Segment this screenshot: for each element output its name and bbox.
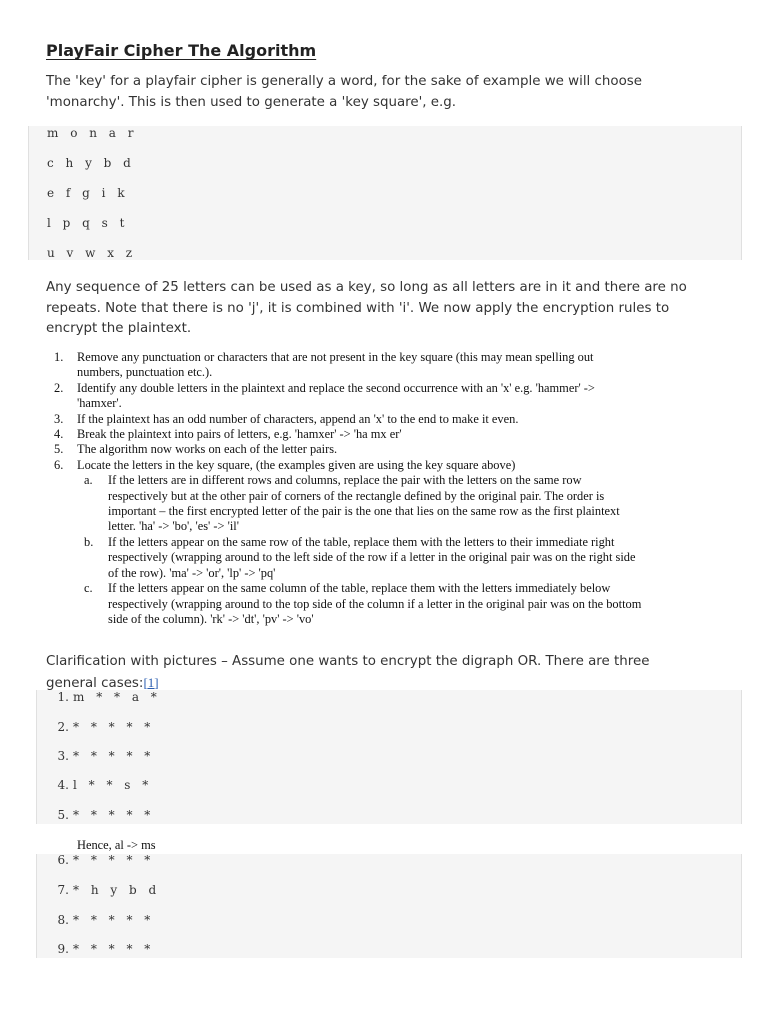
sub-rule-text: side of the column). 'rk' -> 'dt', 'pv' -> 'vo' bbox=[108, 611, 314, 626]
grid-row bbox=[47, 883, 160, 897]
key-square-row: c h y b d bbox=[47, 156, 135, 170]
grid-row-cells: * * * * * bbox=[73, 808, 155, 822]
rule-text: Locate the letters in the key square, (the examples given are using the key square above) bbox=[77, 457, 516, 472]
sequence-line: Any sequence of 25 letters can be used as a key, so long as all letters are in it and there are no bbox=[46, 280, 687, 295]
sub-rule-text: If the letters are in different rows and columns, replace the pair with the letters on the same row bbox=[108, 473, 582, 488]
key-square-row: m o n a r bbox=[47, 126, 138, 140]
grid-row-number: 3. bbox=[57, 749, 69, 763]
list-letter: b. bbox=[84, 534, 94, 549]
sub-rule-text: If the letters appear on the same row of the table, replace them with the letters to their immediate right bbox=[108, 534, 615, 549]
list-item bbox=[77, 473, 736, 535]
key-square-block bbox=[28, 126, 742, 260]
list-number: 4. bbox=[54, 427, 64, 442]
list-item bbox=[46, 458, 736, 627]
clarification-line: general cases: bbox=[46, 675, 144, 691]
grid-row-number: 1. bbox=[57, 690, 69, 704]
grid-row bbox=[47, 853, 154, 867]
grid-row-cells: * * * * * bbox=[73, 720, 155, 734]
locate-sub-rules-list bbox=[77, 473, 736, 627]
grid-row bbox=[47, 913, 154, 927]
rule-text: numbers, punctuation etc.). bbox=[77, 365, 213, 380]
grid-row-cells: * * * * * bbox=[73, 913, 155, 927]
list-item bbox=[46, 350, 736, 381]
grid-row-number: 2. bbox=[57, 720, 69, 734]
list-number: 2. bbox=[54, 380, 64, 395]
page-title: PlayFair Cipher The Algorithm bbox=[46, 41, 317, 60]
sub-rule-text: letter. 'ha' -> 'bo', 'es' -> 'il' bbox=[108, 519, 239, 534]
grid-row bbox=[47, 942, 154, 956]
grid-row-number: 4. bbox=[57, 778, 69, 792]
sub-rule-text: important – the first encrypted letter of the pair is the one that lies on the same row as the first plaintext bbox=[108, 504, 620, 519]
sub-rule-text: If the letters appear on the same column of the table, replace them with the letters immediately below bbox=[108, 581, 611, 596]
grid-row-cells: m * * a * bbox=[73, 690, 161, 704]
list-item bbox=[46, 442, 736, 457]
rule-text: 'hamxer'. bbox=[77, 396, 122, 411]
list-letter: c. bbox=[84, 581, 93, 596]
example-grid-block-2 bbox=[36, 854, 742, 958]
encryption-rules-list bbox=[46, 350, 736, 627]
grid-row bbox=[47, 720, 154, 734]
list-item bbox=[46, 412, 736, 427]
grid-row bbox=[47, 749, 154, 763]
rule-text: Identify any double letters in the plaintext and replace the second occurrence with an 'x' e.g. 'hammer' -> bbox=[77, 380, 595, 395]
list-number: 3. bbox=[54, 411, 64, 426]
grid-row-cells: * * * * * bbox=[73, 942, 155, 956]
key-square-row: u v w x z bbox=[47, 246, 137, 260]
grid-row bbox=[47, 778, 152, 792]
rule-text: If the plaintext has an odd number of characters, append an 'x' to the end to make it even. bbox=[77, 411, 519, 426]
grid-row-number: 7. bbox=[57, 883, 69, 897]
rule-text: Remove any punctuation or characters that are not present in the key square (this may mean spelling out bbox=[77, 350, 594, 364]
grid-row-cells: l * * s * bbox=[73, 778, 153, 792]
grid-row-cells: * * * * * bbox=[73, 749, 155, 763]
clarification-paragraph bbox=[46, 652, 649, 694]
grid-row-number: 9. bbox=[57, 942, 69, 956]
sub-rule-text: respectively (wrapping around to the top side of the column if a letter in the original pair was on the bottom bbox=[108, 596, 642, 611]
grid-row-cells: * h y b d bbox=[73, 883, 161, 897]
intro-line: 'monarchy'. This is then used to generate a 'key square', e.g. bbox=[46, 94, 457, 110]
list-number: 1. bbox=[54, 350, 64, 364]
intro-paragraph bbox=[46, 72, 642, 113]
rule-text: Break the plaintext into pairs of letters, e.g. 'hamxer' -> 'ha mx er' bbox=[77, 427, 402, 442]
example-grid-block-1 bbox=[36, 690, 742, 824]
clarification-line: Clarification with pictures – Assume one wants to encrypt the digraph OR. There are three bbox=[46, 654, 650, 669]
sequence-line: encrypt the plaintext. bbox=[46, 321, 192, 336]
rule-text: The algorithm now works on each of the letter pairs. bbox=[77, 442, 338, 457]
grid-row bbox=[47, 690, 161, 704]
sequence-line: repeats. Note that there is no 'j', it is combined with 'i'. We now apply the encryption rules to bbox=[46, 300, 670, 316]
grid-row-number: 8. bbox=[57, 913, 69, 927]
list-item bbox=[46, 381, 736, 412]
sub-rule-text: respectively but at the other pair of corners of the rectangle defined by the original pair. The order is bbox=[108, 488, 605, 503]
grid-row-number: 6. bbox=[57, 853, 69, 867]
list-number: 5. bbox=[54, 442, 64, 457]
grid-row bbox=[47, 808, 154, 822]
key-square-row: l p q s t bbox=[47, 216, 129, 230]
hence-note: Hence, al -> ms bbox=[77, 838, 156, 852]
intro-line: The 'key' for a playfair cipher is generally a word, for the sake of example we will choose bbox=[46, 74, 642, 89]
list-item bbox=[77, 535, 736, 581]
list-item bbox=[77, 581, 736, 627]
sub-rule-text: respectively (wrapping around to the left side of the row if a letter in the original pair was on the right side bbox=[108, 550, 636, 565]
list-letter: a. bbox=[84, 473, 93, 488]
grid-row-cells: * * * * * bbox=[73, 853, 155, 867]
sub-rule-text: of the row). 'ma' -> 'or', 'lp' -> 'pq' bbox=[108, 565, 276, 580]
list-item bbox=[46, 427, 736, 442]
sequence-paragraph bbox=[46, 278, 687, 340]
list-number: 6. bbox=[54, 457, 64, 472]
grid-row-number: 5. bbox=[57, 808, 69, 822]
key-square-row: e f g i k bbox=[47, 186, 129, 200]
citation-link[interactable]: [1] bbox=[143, 674, 159, 690]
